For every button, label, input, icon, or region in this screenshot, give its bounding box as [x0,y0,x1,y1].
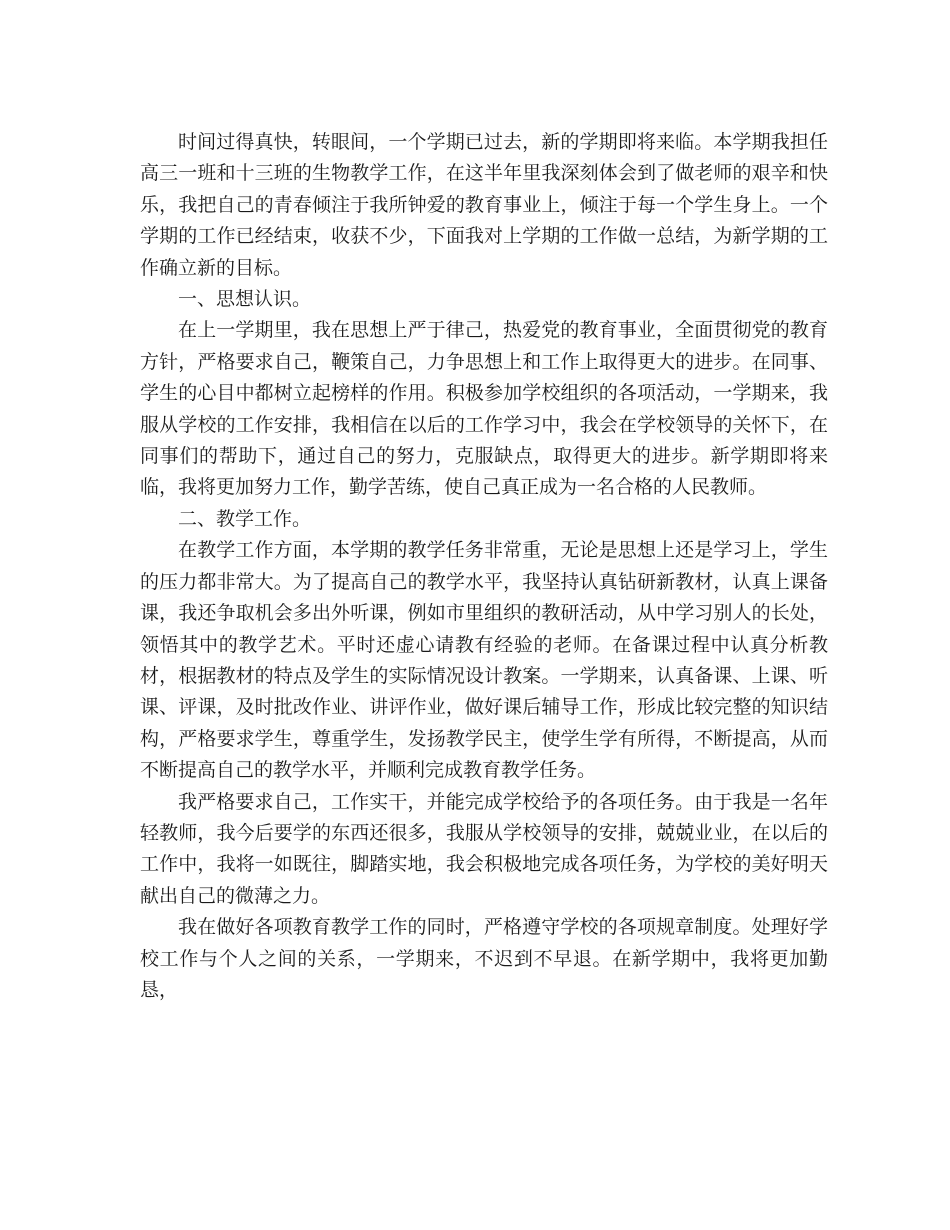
paragraph-rules: 我在做好各项教育教学工作的同时，严格遵守学校的各项规章制度。处理好学校工作与个人之间的关系，一学期来，不迟到不早退。在新学期中，我将更加勤恳， [140,916,828,1001]
paragraph-self-requirement: 我严格要求自己，工作实干，并能完成学校给予的各项任务。由于我是一名年轻教师，我今后要学的东西还很多，我服从学校领导的安排，兢兢业业，在以后的工作中，我将一如既往，脚踏实地，我会积极地完成各项任务，为学校的美好明天献出自己的微薄之力。 [140,790,828,907]
section-heading-ideology: 一、思想认识。 [178,288,312,311]
section-heading-teaching: 二、教学工作。 [178,507,312,530]
document-body [140,127,828,1006]
paragraph-ideology: 在上一学期里，我在思想上严于律己，热爱党的教育事业，全面贯彻党的教育方针，严格要求自己，鞭策自己，力争思想上和工作上取得更大的进步。在同事、学生的心目中都树立起榜样的作用。积极参加学校组织的各项活动，一学期来，我服从学校的工作安排，我相信在以后的工作学习中，我会在学校领导的关怀下，在同事们的帮助下，通过自己的努力，克服缺点，取得更大的进步。新学期即将来临，我将更加努力工作，勤学苦练，使自己真正成为一名合格的人民教师。 [140,319,828,499]
paragraph-teaching: 在教学工作方面，本学期的教学任务非常重，无论是思想上还是学习上，学生的压力都非常大。为了提高自己的教学水平，我坚持认真钻研新教材，认真上课备课，我还争取机会多出外听课，例如市里组织的教研活动，从中学习别人的长处，领悟其中的教学艺术。平时还虚心请教有经验的老师。在备课过程中认真分析教材，根据教材的特点及学生的实际情况设计教案。一学期来，认真备课、上课、听课、评课，及时批改作业、讲评作业，做好课后辅导工作，形成比较完整的知识结构，严格要求学生，尊重学生，发扬教学民主，使学生学有所得，不断提高，从而不断提高自己的教学水平，并顺利完成教育教学任务。 [140,539,828,782]
paragraph-intro: 时间过得真快，转眼间，一个学期已过去，新的学期即将来临。本学期我担任高三一班和十三班的生物教学工作，在这半年里我深刻体会到了做老师的艰辛和快乐，我把自己的青春倾注于我所钟爱的教育事业上，倾注于每一个学生身上。一个学期的工作已经结束，收获不少，下面我对上学期的工作做一总结，为新学期的工作确立新的目标。 [140,131,828,279]
